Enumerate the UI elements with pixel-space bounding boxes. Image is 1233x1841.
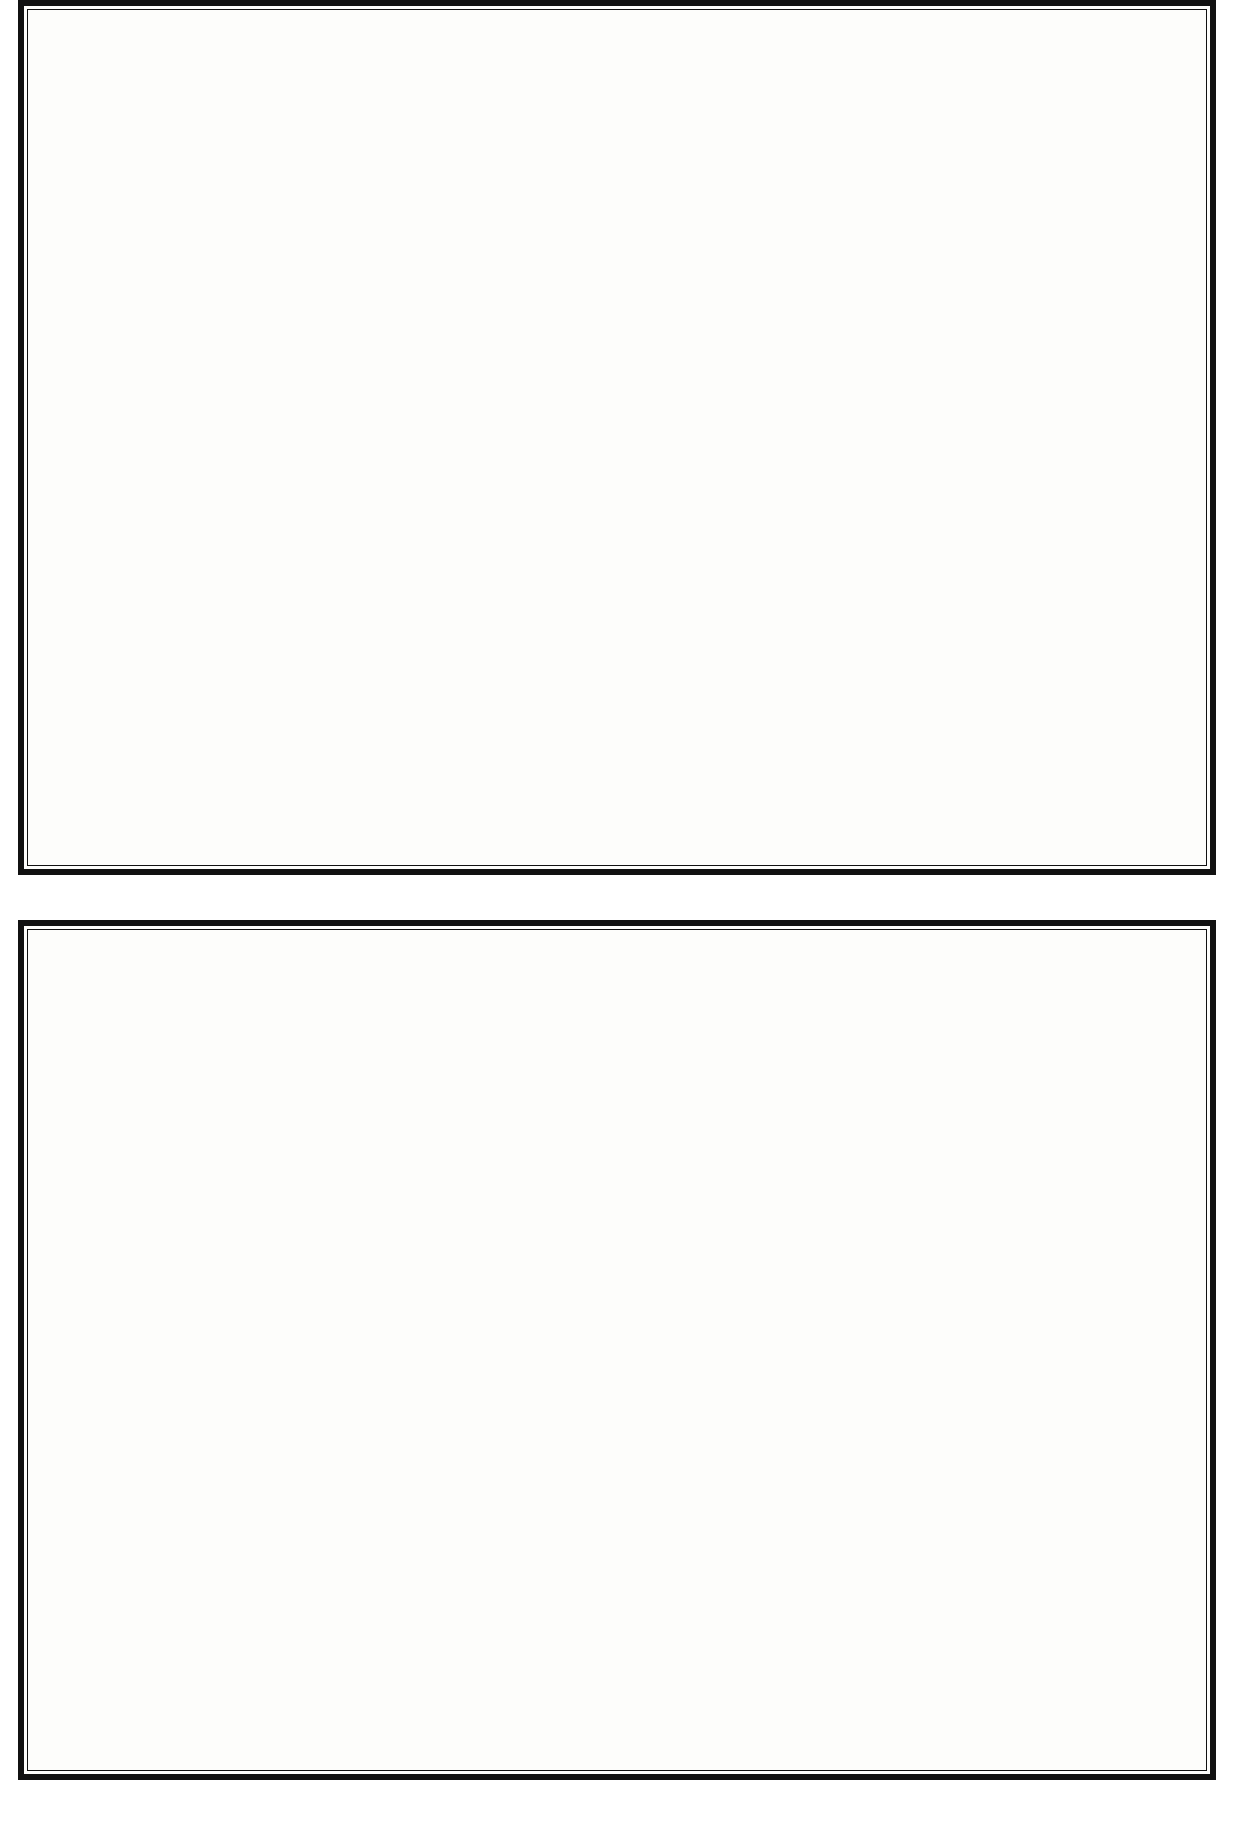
bottom-page-columns	[29, 931, 1205, 1769]
top-page-columns	[29, 11, 1205, 864]
top-page	[18, 0, 1216, 875]
bottom-page	[18, 920, 1216, 1780]
